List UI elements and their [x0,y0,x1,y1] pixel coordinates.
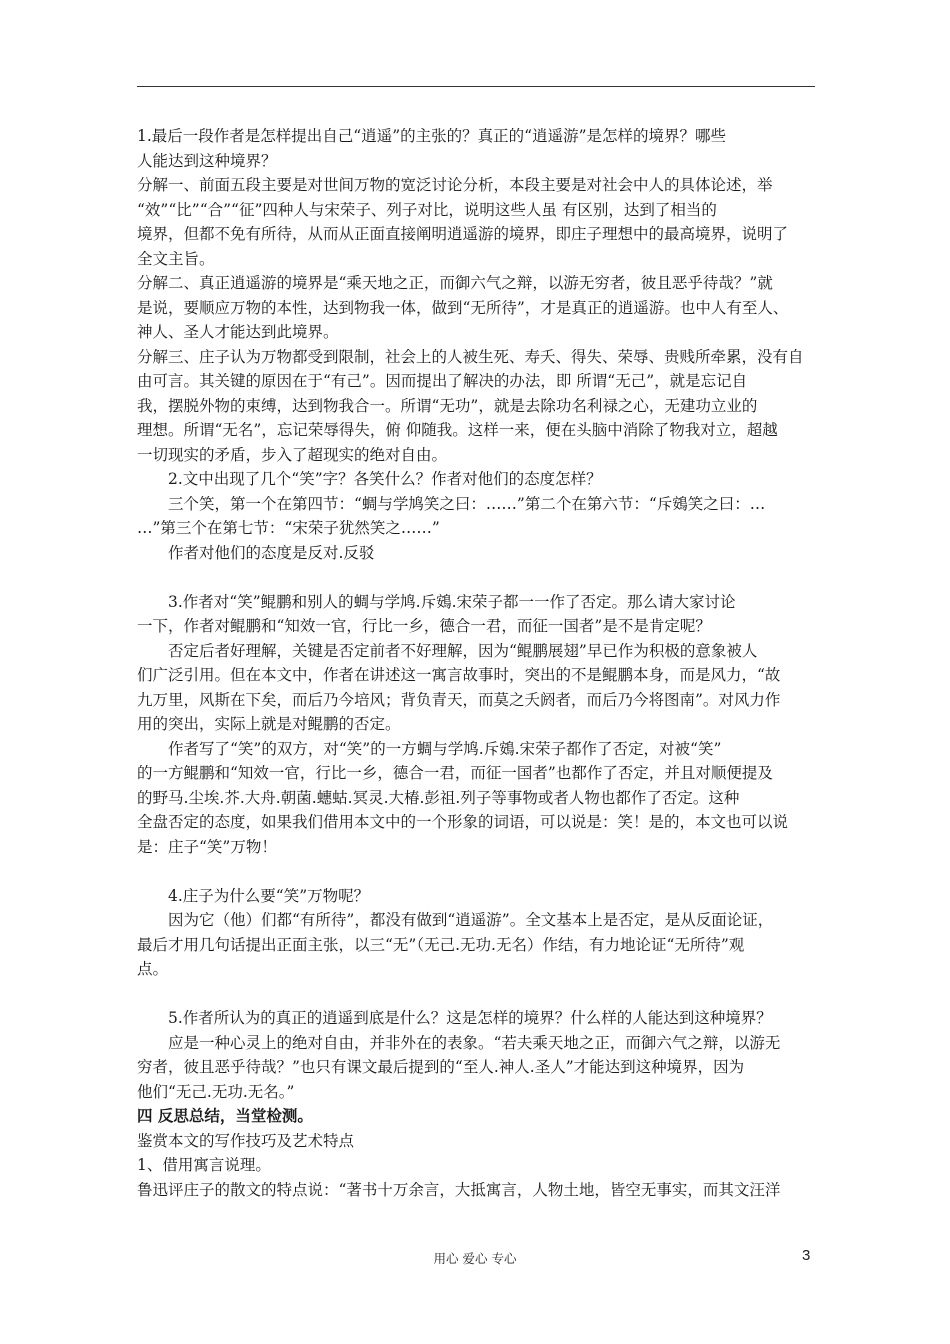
blank-line [137,982,823,1007]
text-line: 应是一种心灵上的绝对自由，并非外在的表象。“若夫乘天地之正，而御六气之辩，以游无 [168,1033,781,1052]
text-line: “效”“比”“合”“征”四种人与宋荣子、列子对比，说明这些人虽 有区别，达到了相当的 [137,200,717,219]
text-line: 分解二、真正逍遥游的境界是“乘天地之正，而御六气之辩，以游无穷者，彼且恶乎待哉？”就 [137,274,773,292]
header-rule [137,86,815,87]
text-line: 3.作者对“笑”鲲鹏和别人的蜩与学鸠.斥鴳.宋荣子都一一作了否定。那么请大家讨论 [168,592,736,611]
text-line: 一切现实的矛盾，步入了超现实的绝对自由。 [137,445,448,464]
text-line: 的一方鲲鹏和“知效一官，行比一乡，德合一君，而征一国者”也都作了否定，并且对顺便提及 [137,764,773,782]
text-line: 是：庄子“笑”万物！ [137,837,277,856]
text-line: 是说，要顺应万物的本性，达到物我一体，做到“无所待”，才是真正的逍遥游。也中人有至人、 [137,298,789,317]
text-line: 全盘否定的态度，如果我们借用本文中的一个形象的词语，可以说是：笑！是的，本文也可以说 [137,813,789,831]
blank-line [137,565,823,590]
text-line: 九万里，风斯在下矣，而后乃今培风；背负青天，而莫之夭阏者，而后乃今将图南”。对风力作 [137,690,781,709]
text-line: 鉴赏本文的写作技巧及艺术特点 [137,1131,355,1150]
text-line: 们广泛引用。但在本文中，作者在讲述这一寓言故事时，突出的不是鲲鹏本身，而是风力，“故 [137,666,781,684]
text-line: 否定后者好理解，关键是否定前者不好理解，因为“鲲鹏展翅”早已作为积极的意象被人 [168,641,758,660]
text-line: 全文主旨。 [137,249,215,268]
text-line: 一下，作者对鲲鹏和“知效一官，行比一乡，德合一君，而征一国者”是不是肯定呢？ [137,617,711,635]
text-line: 神人、圣人才能达到此境界。 [137,323,339,341]
text-line: 理想。所谓“无名”，忘记荣辱得失，俯 仰随我。这样一来，便在头脑中消除了物我对立，超越 [137,421,778,439]
text-line: 穷者，彼且恶乎待哉？”也只有课文最后提到的“至人.神人.圣人”才能达到这种境界，因为 [137,1058,745,1076]
text-line: 分解三、庄子认为万物都受到限制，社会上的人被生死、寿夭、得失、荣辱、贵贱所牵累，没有自 [137,347,804,366]
text-line: 我，摆脱外物的束缚，达到物我合一。所谓“无功”，就是去除功名利禄之心，无建功立业的 [137,396,758,415]
text-line: 用的突出，实际上就是对鲲鹏的否定。 [137,715,401,733]
text-line: 三个笑，第一个在第四节：“蜩与学鸠笑之曰：……”第二个在第六节：“斥鴳笑之曰：… [168,494,766,513]
page-number: 3 [802,1247,811,1264]
text-line: 分解一、前面五段主要是对世间万物的宽泛讨论分析，本段主要是对社会中人的具体论述，举 [137,176,773,194]
text-line: 的野马.尘埃.芥.大舟.朝菌.蟪蛄.冥灵.大椿.彭祖.列子等事物或者人物也都作了否定。这种 [137,788,740,807]
document-body [137,124,823,1202]
text-line: 因为它（他）们都“有所待”，都没有做到“逍遥游”。全文基本上是否定，是从反面论证， [168,911,774,929]
text-line: 鲁迅评庄子的散文的特点说：“著书十万余言，大抵寓言，人物土地，皆空无事实，而其文汪洋 [137,1180,781,1199]
text-line: 境界，但都不免有所待，从而从正面直接阐明逍遥游的境界，即庄子理想中的最高境界，说明了 [137,225,789,243]
text-line: 作者对他们的态度是反对.反驳 [168,543,375,562]
text-line: 最后才用几句话提出正面主张，以三“无”（无己.无功.无名）作结，有力地论证“无所待”观 [137,935,745,954]
text-line: 作者写了“笑”的双方，对“笑”的一方蜩与学鸠.斥鴳.宋荣子都作了否定，对被“笑” [168,739,722,758]
text-line: 他们“无己.无功.无名。” [137,1082,295,1101]
section-heading: 四 反思总结，当堂检测。 [137,1106,313,1125]
footer-slogan: 用心 爱心 专心 [433,1251,517,1266]
text-line: 由可言。其关键的原因在于“有己”。因而提出了解决的办法，即 所谓“无己”，就是忘记自 [137,372,748,390]
text-line: …”第三个在第七节：“宋荣子犹然笑之……” [137,519,440,537]
text-line: 人能达到这种境界？ [137,151,277,170]
blank-line [137,859,823,884]
text-line: 1、借用寓言说理。 [137,1156,271,1174]
text-line: 1.最后一段作者是怎样提出自己“逍遥”的主张的？真正的“逍遥游”是怎样的境界？哪些 [137,127,726,145]
text-line: 4.庄子为什么要“笑”万物呢？ [168,886,370,905]
text-line: 点。 [137,960,169,978]
text-line: 2.文中出现了几个“笑”字？各笑什么？作者对他们的态度怎样？ [168,470,602,488]
text-line: 5.作者所认为的真正的逍遥到底是什么？这是怎样的境界？什么样的人能达到这种境界？ [168,1009,772,1027]
